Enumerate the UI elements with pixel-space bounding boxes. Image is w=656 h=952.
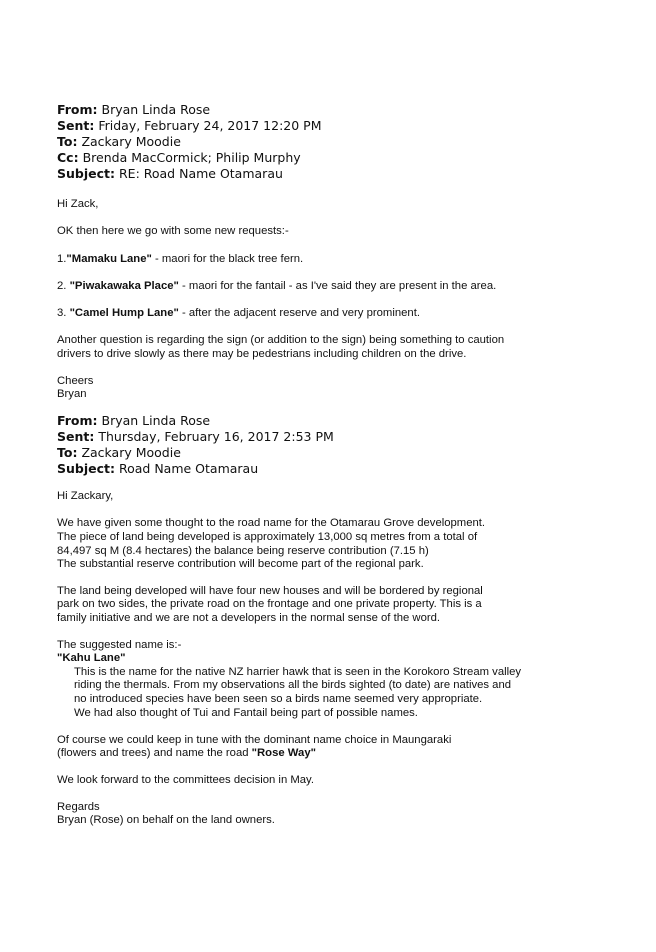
paragraph-line: Of course we could keep in tune with the dominant name choice in Maungaraki [57,734,452,746]
email2-signature: Bryan (Rose) on behalf on the land owners. [57,814,275,826]
paragraph-line: The land being developed will have four new houses and will be bordered by regional [57,585,483,597]
sent-value: Thursday, February 16, 2017 2:53 PM [98,429,334,444]
kahu-description-line: This is the name for the native NZ harrier hawk that is seen in the Korokoro Stream valley [74,666,522,678]
email2-to-line [57,445,181,461]
email1-greeting: Hi Zack, [57,198,99,210]
request-item-3 [57,306,420,320]
rose-way-prefix: (flowers and trees) and name the road [57,747,252,759]
request-description: - maori for the black tree fern. [151,253,304,265]
kahu-description-line: no introduced species have been seen so a birds name seemed very appropriate. [74,693,483,705]
sent-label: Sent: [57,118,95,133]
email1-from-line [57,102,210,118]
from-label: From: [57,413,98,428]
suggested-name-intro: The suggested name is:- [57,639,182,651]
email2-sent-line [57,429,334,445]
email2-subject-line [57,461,258,477]
request-name: "Mamaku Lane" [66,253,152,265]
email1-signoff: Cheers [57,375,94,387]
request-name: "Camel Hump Lane" [69,307,179,319]
suggested-name-bold: "Kahu Lane" [57,652,126,664]
subject-label: Subject: [57,166,115,181]
from-value: Bryan Linda Rose [101,413,211,428]
rose-way-name: "Rose Way" [251,747,316,759]
paragraph-line: We have given some thought to the road name for the Otamarau Grove development. [57,517,486,529]
email1-subject-line [57,166,283,182]
email2-regards: Regards [57,801,100,813]
request-number: 3. [57,307,70,319]
sent-value: Friday, February 24, 2017 12:20 PM [98,118,322,133]
kahu-description-line: We had also thought of Tui and Fantail being part of possible names. [74,707,418,719]
look-forward-line: We look forward to the committees decision in May. [57,774,315,786]
cc-label: Cc: [57,150,79,165]
paragraph-line: The substantial reserve contribution will become part of the regional park. [57,558,424,570]
to-value: Zackary Moodie [81,134,181,149]
paragraph-line: 84,497 sq M (8.4 hectares) the balance being reserve contribution (7.15 h) [57,545,429,557]
to-label: To: [57,134,78,149]
rose-way-line [57,746,316,760]
email1-to-line [57,134,181,150]
email2-greeting: Hi Zackary, [57,490,114,502]
email1-intro: OK then here we go with some new requests:- [57,225,289,237]
request-number: 2. [57,280,70,292]
cc-value: Brenda MacCormick; Philip Murphy [82,150,301,165]
paragraph-line: family initiative and we are not a developers in the normal sense of the word. [57,612,441,624]
request-number: 1. [57,253,67,265]
email1-sent-line [57,118,322,134]
kahu-description-line: riding the thermals. From my observations all the birds sighted (to date) are natives and [74,679,512,691]
question-line: drivers to drive slowly as there may be pedestrians including children on the drive. [57,348,467,360]
subject-label: Subject: [57,461,115,476]
question-line: Another question is regarding the sign (or addition to the sign) being something to caution [57,334,505,346]
subject-value: RE: Road Name Otamarau [118,166,283,181]
sent-label: Sent: [57,429,95,444]
to-label: To: [57,445,78,460]
suggested-name [57,651,125,665]
request-item-2 [57,279,496,293]
paragraph-line: park on two sides, the private road on the frontage and one private property. This is a [57,598,482,610]
email1-signature: Bryan [57,388,87,400]
request-item-1 [57,252,303,266]
subject-value: Road Name Otamarau [118,461,259,476]
to-value: Zackary Moodie [81,445,181,460]
paragraph-line: The piece of land being developed is approximately 13,000 sq metres from a total of [57,531,478,543]
from-label: From: [57,102,98,117]
request-name: "Piwakawaka Place" [69,280,179,292]
email1-cc-line [57,150,301,166]
request-description: - after the adjacent reserve and very prominent. [178,307,420,319]
request-description: - maori for the fantail - as I've said they are present in the area. [178,280,497,292]
email2-from-line [57,413,210,429]
from-value: Bryan Linda Rose [101,102,211,117]
